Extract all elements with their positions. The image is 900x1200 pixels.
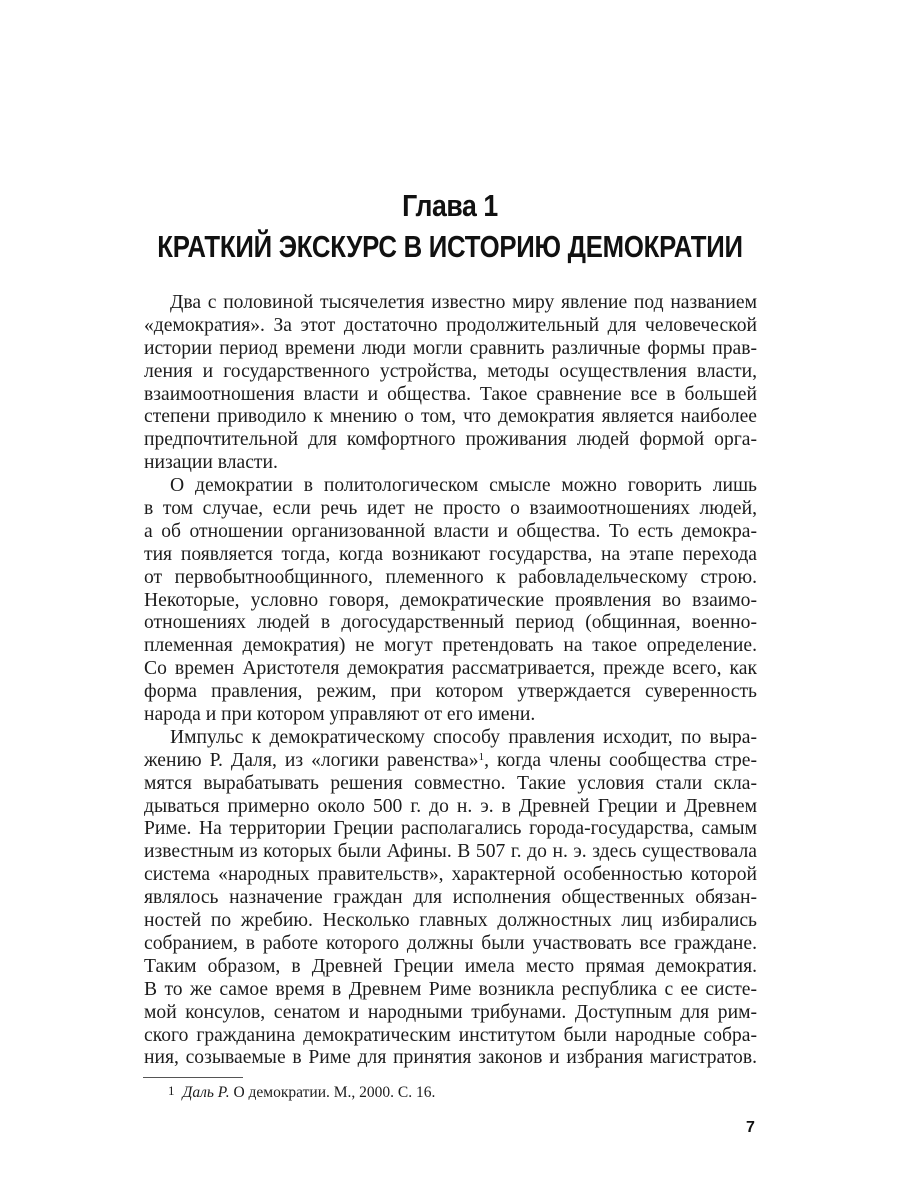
footnote-divider [143,1077,243,1078]
text-line: предпочтительной для комфортного проживания людей формой орга- [144,429,757,451]
text-line: Некоторые, условно говоря, демократические проявления во взаимо- [144,589,757,611]
text-fragment: жению Р. Даля, из «логики равенства» [144,749,479,771]
footnote [168,1084,435,1102]
text-line: Риме. На территории Греции располагались города-государства, самым [144,818,757,840]
chapter-number: Глава 1 [402,188,498,223]
text-line: взаимоотношения власти и общества. Такое сравнение все в большей [144,383,757,405]
text-line: племенная демократия) не могут претендовать на такое определение. [144,635,757,657]
text-line: форма правления, режим, при котором утверждается суверенность [144,681,757,703]
text-line: тия появляется тогда, когда возникают государства, на этапе перехода [144,543,757,565]
text-line-with-footnote [144,750,757,773]
text-fragment: , когда члены сообщества стре- [484,749,757,771]
text-line: ностей по жребию. Несколько главных должностных лиц избирались [144,910,757,932]
text-line: народа и при котором управляют от его имени. [144,704,536,726]
text-line: мятся вырабатывать решения совместно. Такие условия стали скла- [144,772,757,794]
text-line: а об отношении организованной власти и общества. То есть демокра- [144,520,757,542]
text-line: ского гражданина демократическим институтом были народные собра- [144,1024,757,1046]
text-line: ния, созываемые в Риме для принятия законов и избрания магистратов. [144,1047,757,1069]
text-line: известным из которых были Афины. В 507 г. до н. э. здесь существовала [144,841,757,863]
text-line: степени приводило к мнению о том, что демократия является наиболее [144,406,757,428]
text-line: собранием, в работе которого должны были участвовать все граждане. [144,932,757,954]
page-number: 7 [746,1119,755,1136]
footnote-text: О демократии. М., 2000. С. 16. [229,1084,436,1101]
text-line: мой консулов, сенатом и народными трибунами. Доступным для рим- [144,1001,757,1023]
text-line: Со времен Аристотеля демократия рассматривается, прежде всего, как [144,658,757,680]
text-line: истории период времени люди могли сравнить различные формы прав- [144,337,757,359]
text-line: «демократия». За этот достаточно продолжительный для человеческой [144,314,757,336]
footnote-author: Даль Р. [182,1084,230,1101]
text-line: являлось назначение граждан для исполнения общественных обязан- [144,887,757,909]
text-line: Два с половиной тысячелетия известно миру явление под названием [170,292,757,313]
footnote-reference[interactable]: 1 [478,750,485,763]
text-line: отношениях людей в догосударственный период (общинная, военно- [144,612,757,634]
chapter-title: КРАТКИЙ ЭКСКУРС В ИСТОРИЮ ДЕМОКРАТИИ [157,229,743,264]
text-line: О демократии в политологическом смысле можно говорить лишь [170,475,757,497]
text-line: в том случае, если речь идет не просто о взаимоотношениях людей, [144,498,757,520]
text-line: от первобытнообщинного, племенного к рабовладельческому строю. [144,566,757,588]
text-line: система «народных правительств», характерной особенностью которой [144,864,757,886]
text-line: низации власти. [144,452,278,474]
text-line: Таким образом, в Древней Греции имела место прямая демократия. [144,955,757,977]
footnote-number: 1 [168,1083,175,1098]
text-line: дываться примерно около 500 г. до н. э. в Древней Греции и Древнем [144,795,757,817]
text-line: В то же самое время в Древнем Риме возникла республика с ее систе- [144,978,757,1000]
text-line: Импульс к демократическому способу правления исходит, по выра- [170,726,757,748]
body-text [144,292,757,1070]
text-line: ления и государственного устройства, методы осуществления власти, [144,360,757,382]
